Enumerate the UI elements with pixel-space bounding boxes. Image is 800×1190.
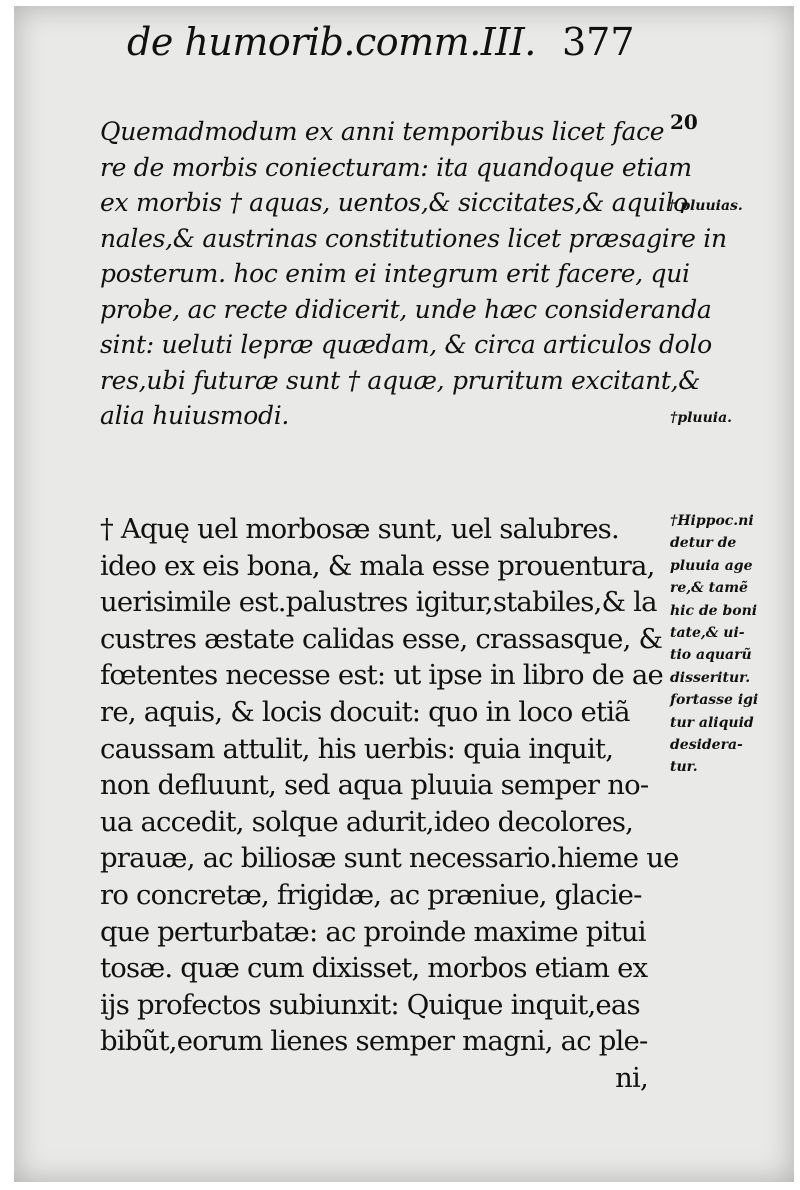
text-line: ua accedit, solque adurit,ideo decolores, <box>100 805 634 838</box>
commentary-passage <box>100 511 679 1097</box>
text-line: probe, ac recte didicerit, unde hæc consideranda <box>100 294 712 324</box>
text-line: nales,& austrinas constitutiones licet præsagire in <box>100 223 727 253</box>
italic-passage <box>100 114 727 434</box>
page-number: 377 <box>562 20 635 64</box>
text-line: ni, <box>615 1061 648 1094</box>
text-line: alia huiusmodi. <box>100 401 290 430</box>
text-line: ijs profectos subiunxit: Quique inquit,eas <box>100 988 640 1021</box>
note-line: †Hippoc.ni <box>670 513 754 529</box>
text-line: re, aquis, & locis docuit: quo in loco etiã <box>100 695 630 728</box>
text-line: bibũt,eorum lienes semper magni, ac ple- <box>100 1025 648 1058</box>
note-line: tur aliquid <box>670 714 754 731</box>
note-line: re,& tamẽ <box>670 580 748 597</box>
margin-note-hippocrates <box>670 510 758 779</box>
text-line: ideo ex eis bona, & mala esse prouentura, <box>100 549 655 582</box>
text-line: non defluunt, sed aqua pluuia semper no- <box>100 769 649 802</box>
book-page <box>14 6 794 1182</box>
margin-note-pluuias: † pluuias. <box>668 198 743 214</box>
text-line: ex morbis † aquas, uentos,& siccitates,& aquilo <box>100 188 689 217</box>
text-line: tosæ. quæ cum dixisset, morbos etiam ex <box>100 952 648 985</box>
note-line: tur. <box>670 759 698 776</box>
note-line: fortasse igi <box>670 692 759 709</box>
text-line: Quemadmodum ex anni temporibus licet face <box>100 117 665 146</box>
text-line: custres æstate calidas esse, crassasque, & <box>100 622 663 655</box>
note-line: tio aquarũ <box>670 647 752 664</box>
note-line: pluuia age <box>670 557 753 574</box>
text-line: ro concretæ, frigidæ, ac præniue, glacie- <box>100 878 642 911</box>
note-line: desidera- <box>670 737 743 754</box>
margin-note-pluuia: †pluuia. <box>670 410 733 426</box>
text-line: uerisimile est.palustres igitur,stabiles,& la <box>100 586 657 619</box>
note-line: disseritur. <box>670 669 751 686</box>
text-line: res,ubi futuræ sunt † aquæ, pruritum excitant,& <box>100 365 701 395</box>
margin-number: 20 <box>670 110 698 134</box>
note-line: detur de <box>670 535 737 552</box>
text-line: re de morbis coniecturam: ita quandoque etiam <box>100 152 692 182</box>
note-line: hic de boni <box>670 602 758 619</box>
text-line: fœtentes necesse est: ut ipse in libro de ae <box>100 659 663 692</box>
text-line: † Aquę uel morbosæ sunt, uel salubres. <box>100 513 619 545</box>
text-line: sint: ueluti lepræ quædam, & circa articulos dolo <box>100 330 712 359</box>
text-line: que perturbatæ: ac proinde maxime pitui <box>100 915 646 948</box>
text-line: prauæ, ac biliosæ sunt necessario.hieme ue <box>100 842 679 875</box>
running-title: de humorib.comm.III. <box>127 20 536 64</box>
note-line: tate,& ui- <box>670 625 745 642</box>
text-line: posterum. hoc enim ei integrum erit facere, qui <box>100 259 690 288</box>
text-line: caussam attulit, his uerbis: quia inquit, <box>100 732 614 765</box>
